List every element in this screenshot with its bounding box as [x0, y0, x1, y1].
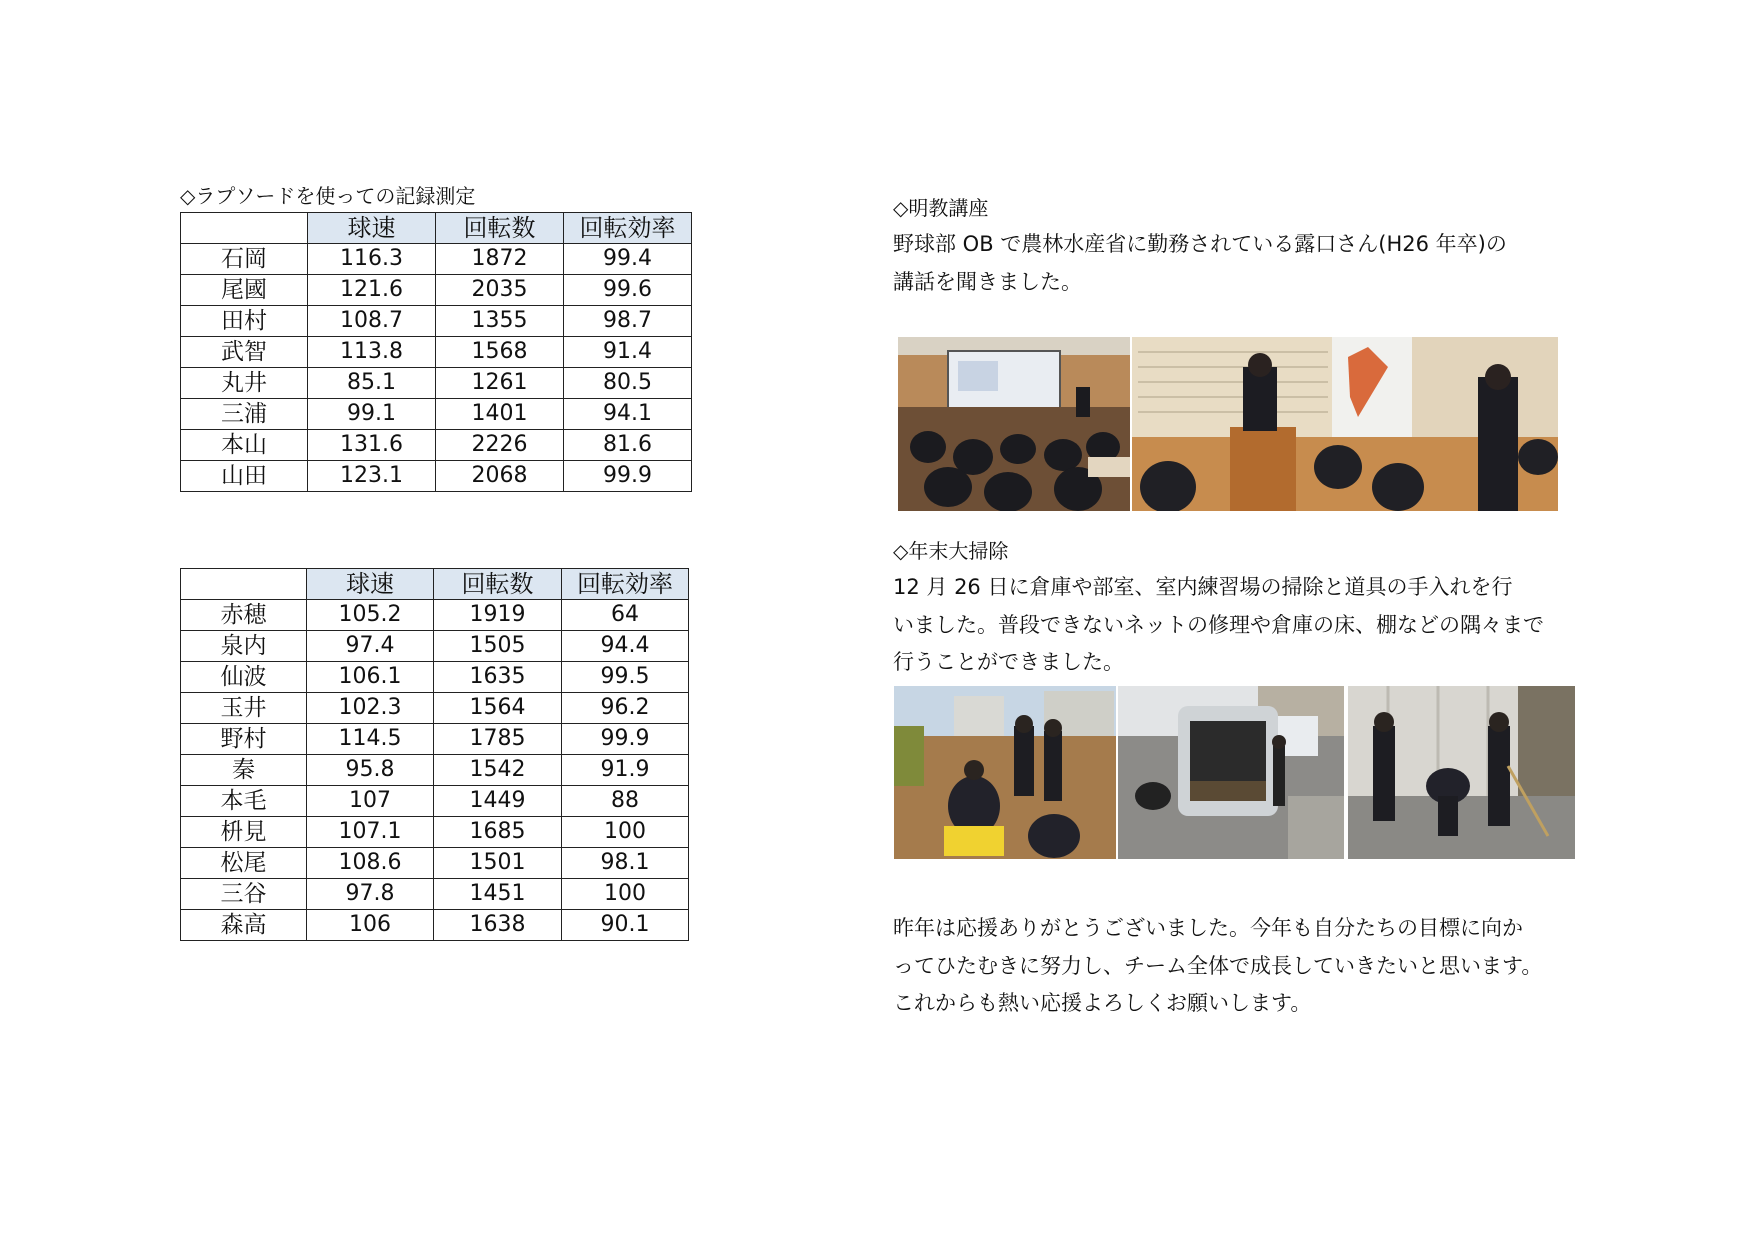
spin-rate-cell: 1449 — [434, 786, 562, 817]
speed-cell: 106 — [307, 910, 434, 941]
spin-efficiency-cell: 91.4 — [564, 337, 692, 368]
player-name-cell: 仙波 — [181, 662, 307, 693]
speed-cell: 106.1 — [307, 662, 434, 693]
player-name-cell: 本毛 — [181, 786, 307, 817]
player-name-cell: 山田 — [181, 461, 308, 492]
spin-rate-cell: 1501 — [434, 848, 562, 879]
cleaning-text — [893, 569, 1544, 682]
player-name-cell: 尾國 — [181, 275, 308, 306]
spin-efficiency-cell: 98.7 — [564, 306, 692, 337]
spin-rate-cell: 1872 — [436, 244, 564, 275]
table-row — [181, 879, 689, 910]
closing-line: 昨年は応援ありがとうございました。今年も自分たちの目標に向か — [893, 916, 1523, 940]
speed-cell: 102.3 — [307, 693, 434, 724]
spin-efficiency-cell: 99.9 — [562, 724, 689, 755]
spin-rate-cell: 1505 — [434, 631, 562, 662]
header-speed: 球速 — [307, 569, 434, 600]
spin-efficiency-cell: 99.5 — [562, 662, 689, 693]
rapsodo-table-1 — [180, 212, 692, 492]
speed-cell: 123.1 — [308, 461, 436, 492]
player-name-cell: 石岡 — [181, 244, 308, 275]
table-row — [181, 600, 689, 631]
rapsodo-heading: ◇ラプソードを使っての記録測定 — [180, 184, 476, 208]
spin-efficiency-cell: 96.2 — [562, 693, 689, 724]
speed-cell: 108.7 — [308, 306, 436, 337]
spin-rate-cell: 1638 — [434, 910, 562, 941]
table-row — [181, 368, 692, 399]
header-spin-rate: 回転数 — [436, 213, 564, 244]
table-row — [181, 693, 689, 724]
lecture-text — [893, 226, 1507, 301]
speed-cell: 97.4 — [307, 631, 434, 662]
speed-cell: 107 — [307, 786, 434, 817]
spin-rate-cell: 1261 — [436, 368, 564, 399]
rapsodo-table-2 — [180, 568, 689, 941]
player-name-cell: 泉内 — [181, 631, 307, 662]
player-name-cell: 松尾 — [181, 848, 307, 879]
table-header-row — [181, 213, 692, 244]
spin-rate-cell: 1542 — [434, 755, 562, 786]
cleaning-photo-warehouse — [1348, 686, 1575, 859]
cleaning-line: 行うことができました。 — [893, 650, 1124, 674]
spin-efficiency-cell: 99.9 — [564, 461, 692, 492]
lecture-line: 野球部 OB で農林水産省に勤務されている露口さん(H26 年卒)の — [893, 232, 1507, 256]
spin-efficiency-cell: 94.1 — [564, 399, 692, 430]
player-name-cell: 玉井 — [181, 693, 307, 724]
spin-rate-cell: 1564 — [434, 693, 562, 724]
spin-efficiency-cell: 100 — [562, 879, 689, 910]
speed-cell: 113.8 — [308, 337, 436, 368]
spin-efficiency-cell: 91.9 — [562, 755, 689, 786]
spin-efficiency-cell: 99.4 — [564, 244, 692, 275]
player-name-cell: 丸井 — [181, 368, 308, 399]
speed-cell: 108.6 — [307, 848, 434, 879]
header-blank — [181, 569, 307, 600]
table-row — [181, 755, 689, 786]
spin-efficiency-cell: 81.6 — [564, 430, 692, 461]
speed-cell: 105.2 — [307, 600, 434, 631]
spin-rate-cell: 1355 — [436, 306, 564, 337]
spin-efficiency-cell: 94.4 — [562, 631, 689, 662]
spin-rate-cell: 2035 — [436, 275, 564, 306]
cleaning-heading: ◇年末大掃除 — [893, 539, 1009, 563]
spin-efficiency-cell: 99.6 — [564, 275, 692, 306]
lecture-photo — [898, 337, 1558, 511]
spin-rate-cell: 1451 — [434, 879, 562, 910]
table-row — [181, 724, 689, 755]
spin-rate-cell: 1401 — [436, 399, 564, 430]
table-row — [181, 430, 692, 461]
table-row — [181, 817, 689, 848]
player-name-cell: 武智 — [181, 337, 308, 368]
spin-rate-cell: 1568 — [436, 337, 564, 368]
speed-cell: 99.1 — [308, 399, 436, 430]
spin-rate-cell: 2068 — [436, 461, 564, 492]
table-row — [181, 662, 689, 693]
table-header-row — [181, 569, 689, 600]
table-row — [181, 461, 692, 492]
speed-cell: 121.6 — [308, 275, 436, 306]
speed-cell: 95.8 — [307, 755, 434, 786]
speed-cell: 131.6 — [308, 430, 436, 461]
player-name-cell: 赤穂 — [181, 600, 307, 631]
speed-cell: 116.3 — [308, 244, 436, 275]
player-name-cell: 秦 — [181, 755, 307, 786]
speed-cell: 97.8 — [307, 879, 434, 910]
player-name-cell: 三谷 — [181, 879, 307, 910]
header-spin-rate: 回転数 — [434, 569, 562, 600]
spin-efficiency-cell: 90.1 — [562, 910, 689, 941]
player-name-cell: 本山 — [181, 430, 308, 461]
header-blank — [181, 213, 308, 244]
table-row — [181, 306, 692, 337]
closing-text — [893, 910, 1542, 1023]
cleaning-line: 12 月 26 日に倉庫や部室、室内練習場の掃除と道具の手入れを行 — [893, 575, 1513, 599]
speed-cell: 114.5 — [307, 724, 434, 755]
cleaning-line: いました。普段できないネットの修理や倉庫の床、棚などの隅々まで — [893, 612, 1544, 637]
player-name-cell: 田村 — [181, 306, 308, 337]
lecture-line: 講話を聞きました。 — [893, 269, 1082, 294]
table-row — [181, 244, 692, 275]
spin-efficiency-cell: 100 — [562, 817, 689, 848]
table-row — [181, 786, 689, 817]
spin-efficiency-cell: 80.5 — [564, 368, 692, 399]
spin-rate-cell: 1785 — [434, 724, 562, 755]
spin-rate-cell: 1919 — [434, 600, 562, 631]
player-name-cell: 枡見 — [181, 817, 307, 848]
table-row — [181, 337, 692, 368]
spin-rate-cell: 1685 — [434, 817, 562, 848]
lecture-heading: ◇明教講座 — [893, 196, 989, 220]
closing-line: これからも熱い応援よろしくお願いします。 — [893, 991, 1312, 1015]
cleaning-photo-field — [894, 686, 1116, 859]
spin-efficiency-cell: 64 — [562, 600, 689, 631]
spin-efficiency-cell: 88 — [562, 786, 689, 817]
speed-cell: 107.1 — [307, 817, 434, 848]
table-row — [181, 910, 689, 941]
spin-efficiency-cell: 98.1 — [562, 848, 689, 879]
table-row — [181, 848, 689, 879]
table-row — [181, 399, 692, 430]
spin-rate-cell: 2226 — [436, 430, 564, 461]
table-row — [181, 631, 689, 662]
cleaning-photo-van — [1118, 686, 1344, 859]
player-name-cell: 森高 — [181, 910, 307, 941]
speed-cell: 85.1 — [308, 368, 436, 399]
header-spin-efficiency: 回転効率 — [564, 213, 692, 244]
header-spin-efficiency: 回転効率 — [562, 569, 689, 600]
player-name-cell: 三浦 — [181, 399, 308, 430]
header-speed: 球速 — [308, 213, 436, 244]
closing-line: ってひたむきに努力し、チーム全体で成長していきたいと思います。 — [893, 953, 1543, 978]
table-row — [181, 275, 692, 306]
spin-rate-cell: 1635 — [434, 662, 562, 693]
player-name-cell: 野村 — [181, 724, 307, 755]
